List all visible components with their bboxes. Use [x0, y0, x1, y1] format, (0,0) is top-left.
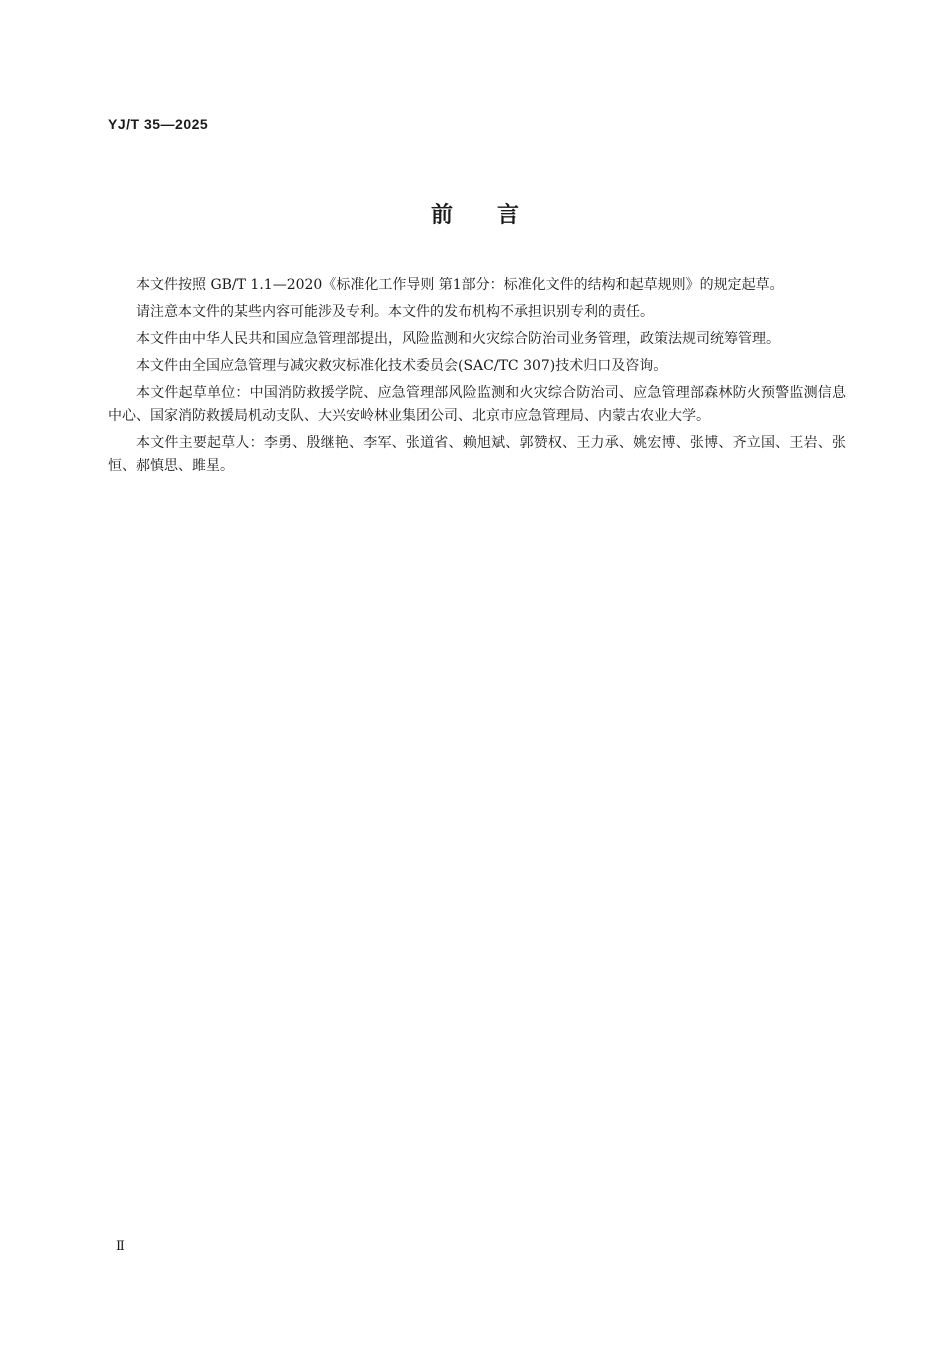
- paragraph-patent-notice: 请注意本文件的某些内容可能涉及专利。本文件的发布机构不承担识别专利的责任。: [136, 304, 654, 320]
- paragraph-drafters: 本文件主要起草人：李勇、殷继艳、李军、张道省、赖旭斌、郭赞权、王力承、姚宏博、张博、齐立国、王岩、张恒、郝慎思、雎星。: [108, 435, 846, 474]
- page-number: Ⅱ: [116, 1238, 125, 1253]
- paragraph-proposer: 本文件由中华人民共和国应急管理部提出，风险监测和火灾综合防治司业务管理，政策法规司统筹管理。: [136, 331, 780, 347]
- document-code: YJ/T 35—2025: [108, 116, 209, 132]
- paragraph-drafting-units: 本文件起草单位：中国消防救援学院、应急管理部风险监测和火灾综合防治司、应急管理部森林防火预警监测信息中心、国家消防救援局机动支队、大兴安岭林业集团公司、北京市应急管理局、内蒙古农业大学。: [108, 385, 846, 424]
- paragraph-drafting-rules: 本文件按照 GB/T 1.1—2020《标准化工作导则 第1部分：标准化文件的结构和起草规则》的规定起草。: [136, 277, 784, 293]
- foreword-body: [108, 274, 846, 482]
- paragraph-technical-committee: 本文件由全国应急管理与减灾救灾标准化技术委员会(SAC/TC 307)技术归口及咨询。: [136, 358, 668, 374]
- section-title: 前言: [430, 203, 563, 228]
